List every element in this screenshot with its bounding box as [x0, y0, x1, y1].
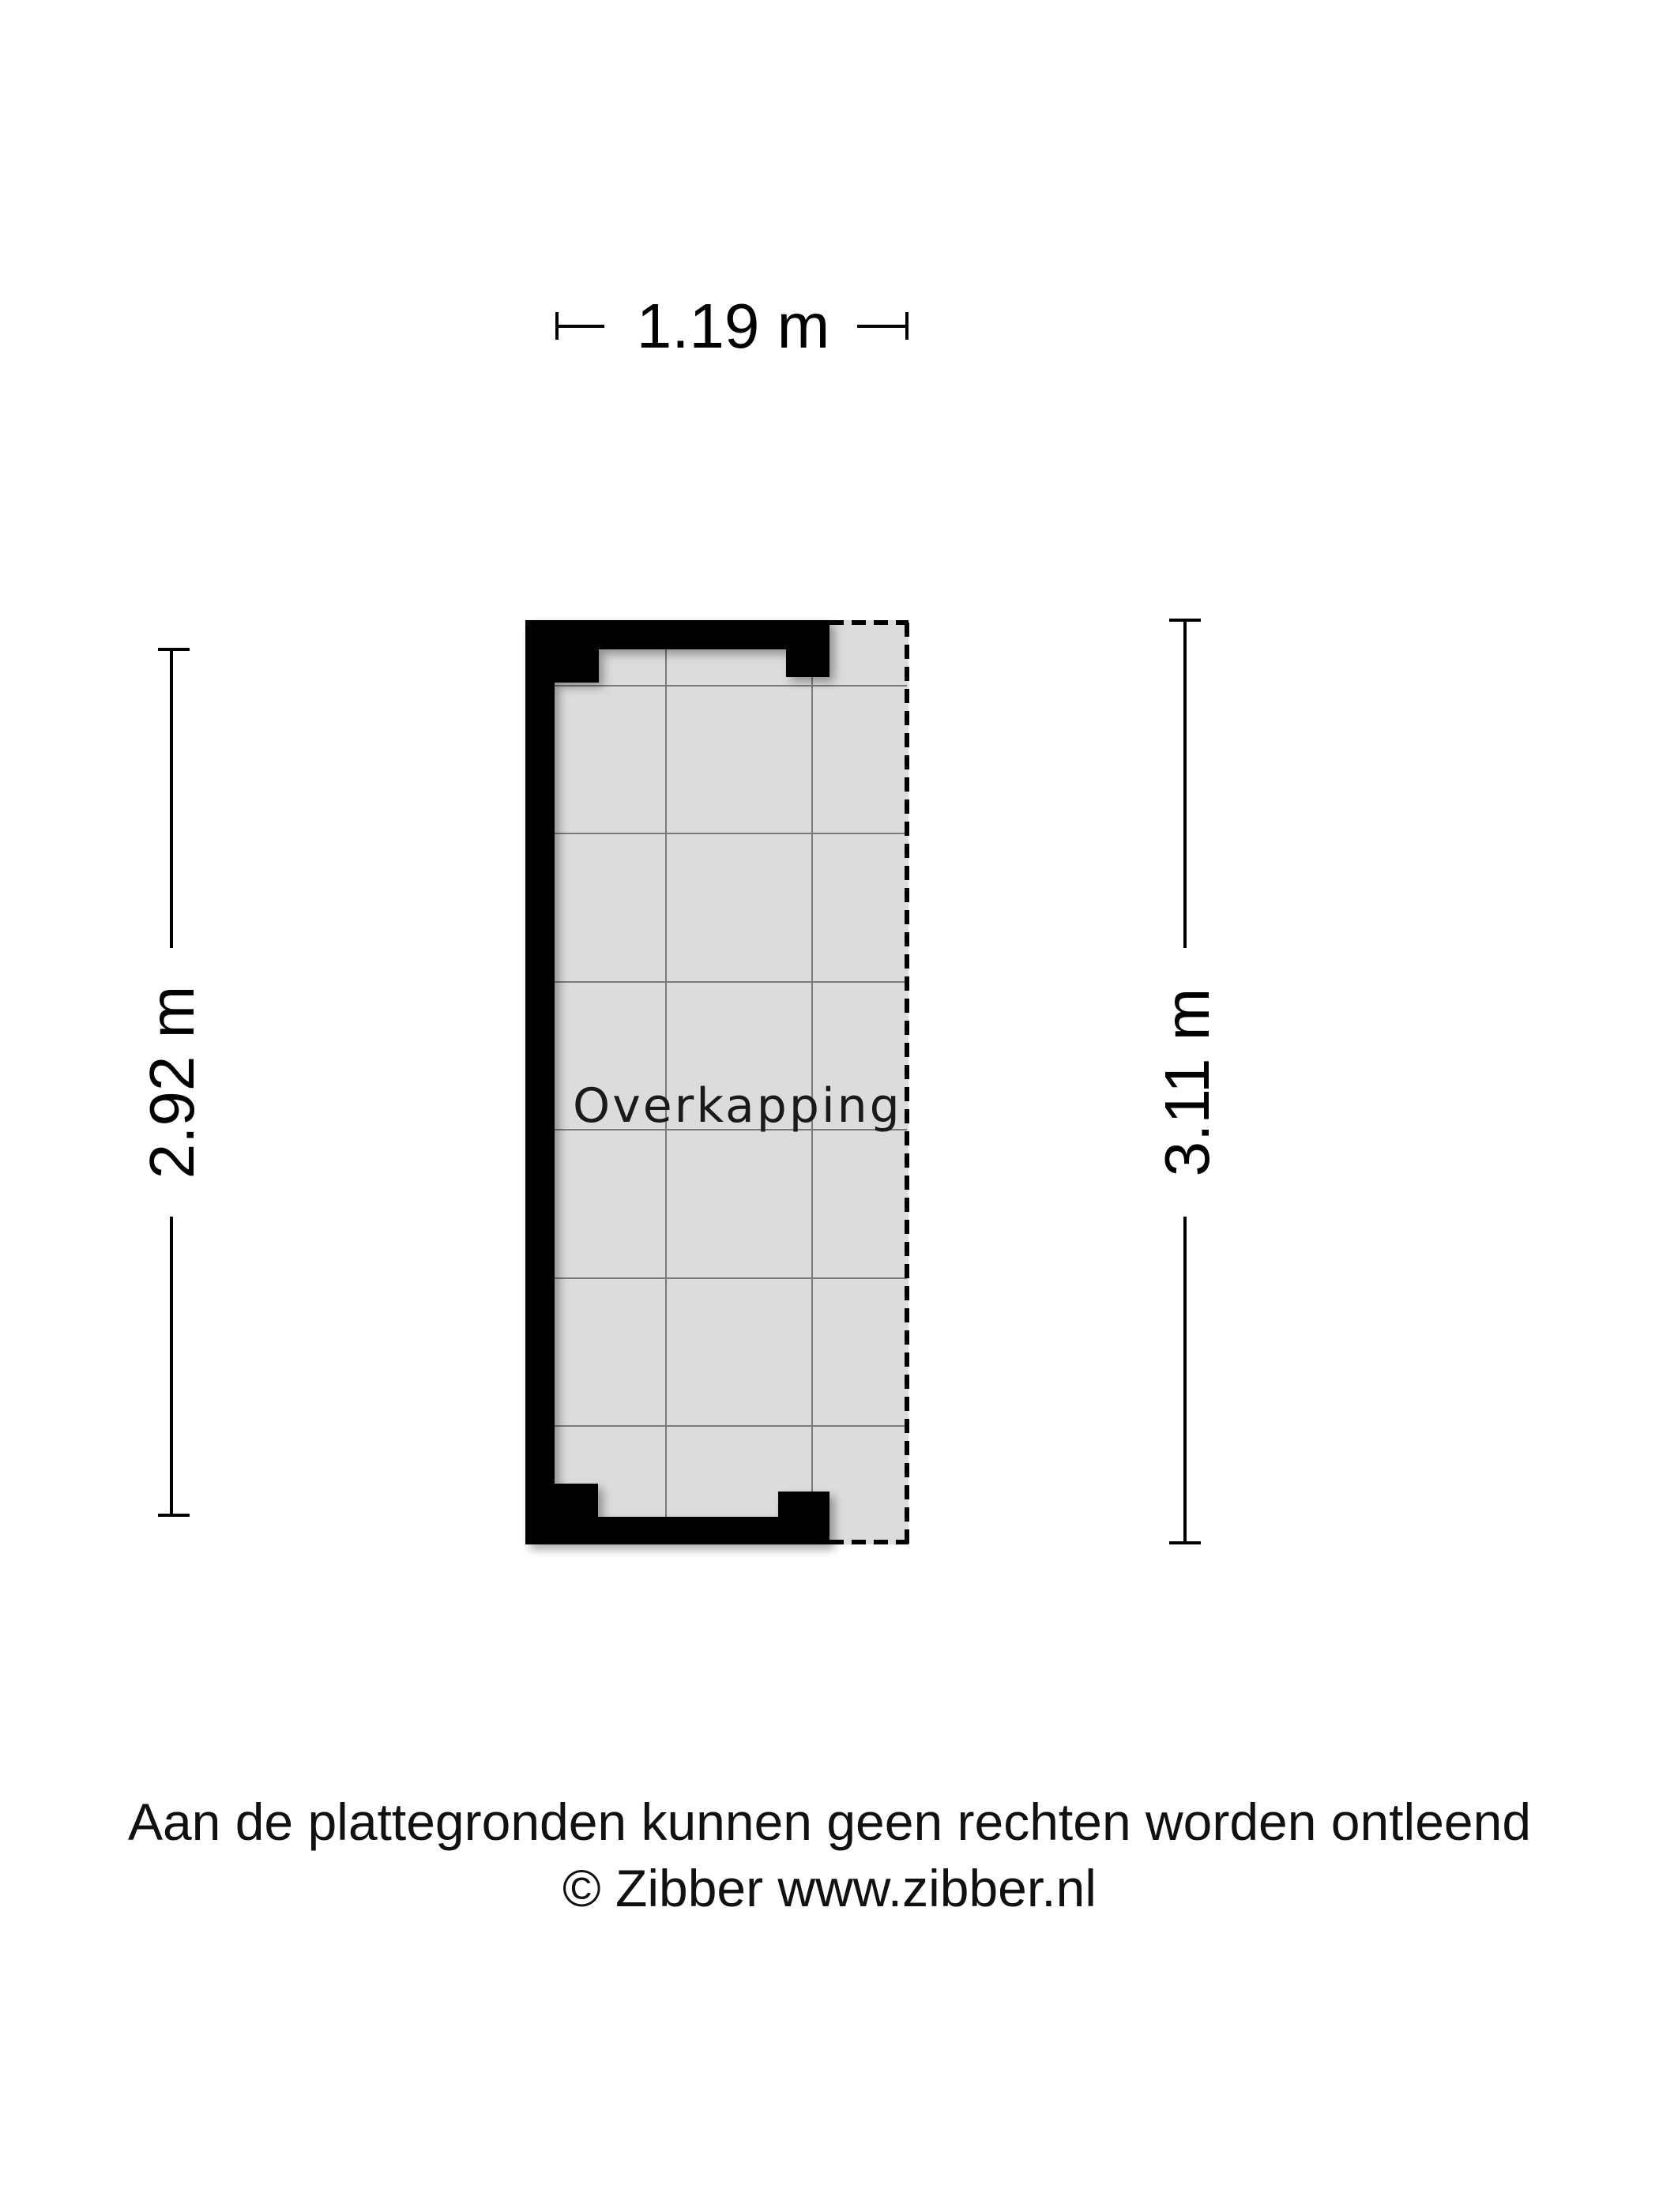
room-label: Overkapping [573, 1078, 902, 1134]
dimension-right-label: 3.11 m [1152, 988, 1222, 1177]
footer-copyright: © Zibber www.zibber.nl [562, 1859, 1097, 1917]
footer-disclaimer: Aan de plattegronden kunnen geen rechten worden ontleend [127, 1793, 1532, 1851]
dimension-left-label: 2.92 m [137, 985, 207, 1179]
dimension-top-label: 1.19 m [636, 291, 830, 361]
